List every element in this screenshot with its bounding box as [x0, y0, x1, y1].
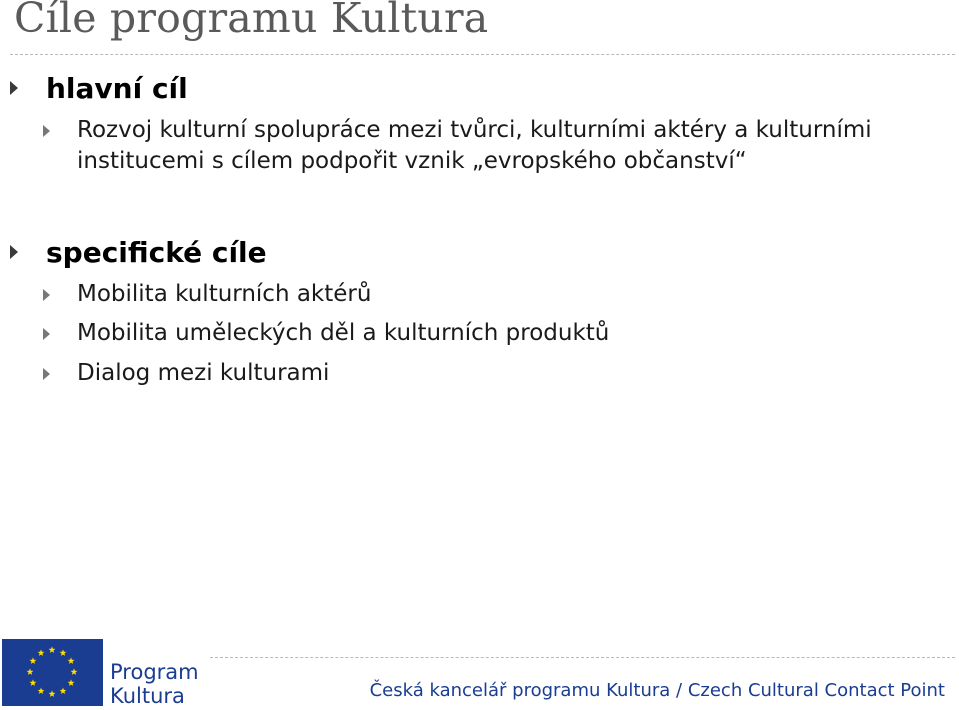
specific-goal-label: Mobilita uměleckých děl a kulturních produktů — [77, 320, 610, 346]
eu-star-icon — [27, 668, 34, 675]
specific-goal-item — [77, 320, 609, 346]
eu-star-icon — [71, 668, 78, 675]
eu-stars — [2, 639, 103, 706]
triangle-right-icon — [10, 81, 18, 95]
eu-star-icon — [60, 687, 67, 694]
eu-star-icon — [60, 649, 67, 656]
specific-goal-label: Mobilita kulturních aktérů — [77, 281, 372, 307]
slide-title: Cíle programu Kultura — [14, 0, 489, 42]
triangle-right-icon — [43, 328, 50, 340]
specific-goal-item — [77, 360, 329, 386]
specific-goal-label: Dialog mezi kulturami — [77, 360, 330, 386]
footer-text: Česká kancelář programu Kultura / Czech Cultural Contact Point — [369, 680, 945, 701]
triangle-right-icon — [43, 125, 50, 137]
eu-star-icon — [49, 646, 56, 653]
eu-flag-icon — [2, 639, 103, 706]
main-goal-item-line2: institucemi s cílem podpořit vznik „evropského občanství“ — [77, 148, 747, 174]
eu-star-icon — [30, 679, 37, 686]
main-goal-heading: hlavní cíl — [46, 72, 188, 105]
specific-goals-heading: specifické cíle — [46, 236, 267, 269]
triangle-right-icon — [43, 368, 50, 380]
eu-star-icon — [38, 649, 45, 656]
triangle-right-icon — [43, 289, 50, 301]
top-divider — [10, 54, 955, 55]
main-goal-heading-item — [46, 72, 188, 105]
triangle-right-icon — [10, 245, 18, 259]
eu-star-icon — [30, 657, 37, 664]
eu-star-icon — [68, 679, 75, 686]
eu-star-icon — [38, 687, 45, 694]
eu-star-icon — [49, 690, 56, 697]
eu-star-icon — [68, 657, 75, 664]
specific-goal-item — [77, 281, 371, 307]
bottom-divider — [210, 657, 955, 658]
main-goal-item — [77, 115, 872, 177]
logo-line2: Kultura — [110, 684, 185, 708]
main-goal-item-line1: Rozvoj kulturní spolupráce mezi tvůrci, kulturními aktéry a kulturními — [77, 117, 872, 143]
logo-line1: Program — [110, 660, 199, 684]
specific-goals-heading-item — [46, 236, 267, 269]
